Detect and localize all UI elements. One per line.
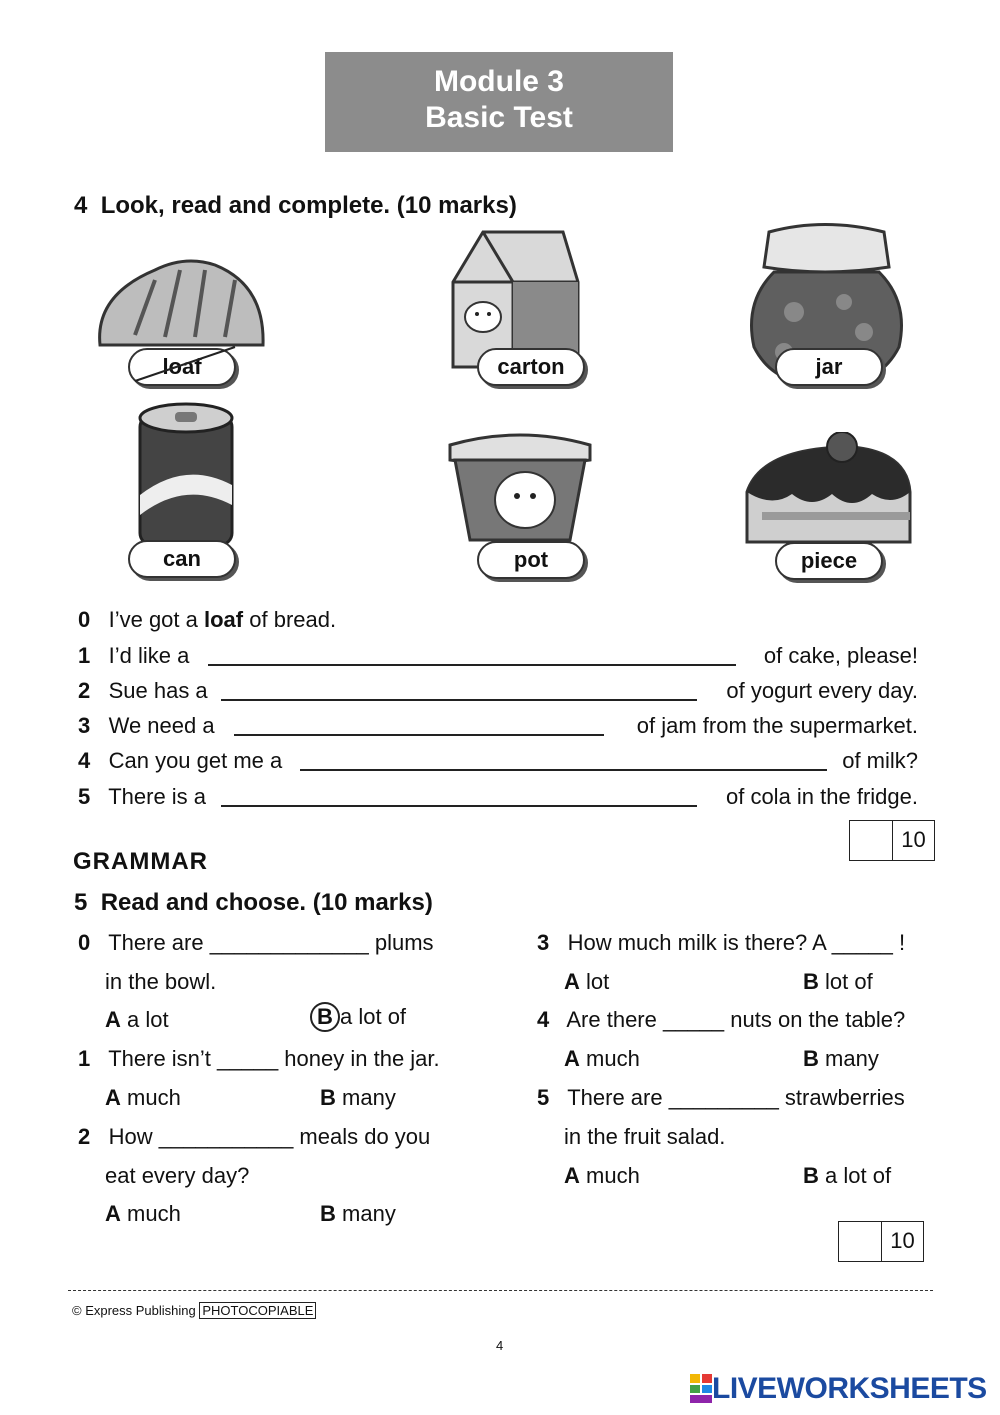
- option-b[interactable]: B many: [320, 1085, 396, 1110]
- cola-can-icon: [135, 400, 237, 550]
- score-input[interactable]: [850, 821, 893, 860]
- option-a[interactable]: A much: [105, 1085, 181, 1110]
- answer-blank[interactable]: [221, 699, 697, 701]
- cake-piece-icon: [742, 432, 914, 552]
- question-2-cont: eat every day?: [105, 1163, 250, 1188]
- label-pill: carton: [477, 348, 585, 386]
- sentence-5-end: of cola in the fridge.: [725, 784, 918, 809]
- answer-blank[interactable]: [300, 769, 827, 771]
- sentence-1: 1 I’d like a: [78, 643, 190, 668]
- question-3: 3 How much milk is there? A _____ !: [537, 930, 906, 955]
- page-number: 4: [496, 1338, 504, 1353]
- option-a[interactable]: A much: [564, 1046, 640, 1071]
- photocopiable-badge: PHOTOCOPIABLE: [199, 1302, 316, 1319]
- score-box: [838, 1221, 924, 1262]
- question-0-cont: in the bowl.: [105, 969, 217, 994]
- module-title: Module 3: [433, 65, 564, 98]
- option-b[interactable]: B many: [803, 1046, 879, 1071]
- option-b[interactable]: B lot of: [803, 969, 873, 994]
- answer-blank[interactable]: [208, 664, 736, 666]
- sentence-4: 4 Can you get me a: [78, 748, 283, 773]
- option-a[interactable]: A lot: [564, 969, 610, 994]
- selected-circle: B: [310, 1002, 340, 1032]
- section-4-heading: [74, 192, 517, 220]
- label-pill: can: [128, 540, 236, 578]
- sentence-2: 2 Sue has a: [78, 678, 208, 703]
- option-b[interactable]: B many: [320, 1201, 396, 1226]
- option-b-selected[interactable]: B a lot of: [310, 1002, 406, 1032]
- label-pill: jar: [775, 348, 883, 386]
- example-sentence: 0 I’ve got a loaf of bread.: [78, 607, 337, 632]
- strike-line: [133, 345, 238, 385]
- yogurt-pot-icon: [445, 430, 595, 545]
- question-5-cont: in the fruit salad.: [564, 1124, 726, 1149]
- section-number: 5: [74, 889, 88, 916]
- question-1: 1 There isn’t _____ honey in the jar.: [78, 1046, 440, 1071]
- test-title: Basic Test: [425, 101, 573, 134]
- liveworksheets-logo[interactable]: LIVEWORKSHEETS: [690, 1372, 987, 1406]
- option-b[interactable]: B a lot of: [803, 1163, 892, 1188]
- sentence-4-end: of milk?: [842, 748, 918, 773]
- sentence-3-end: of jam from the supermarket.: [636, 713, 918, 738]
- section-title: Read and choose. (10 marks): [100, 889, 433, 916]
- module-title-box: [325, 52, 673, 152]
- liveworksheets-icon: [690, 1374, 712, 1404]
- label-pill: loaf: [128, 348, 236, 386]
- sentence-3: 3 We need a: [78, 713, 215, 738]
- grammar-heading: GRAMMAR: [73, 848, 208, 875]
- answer-blank[interactable]: [234, 734, 604, 736]
- example-answer: loaf: [204, 607, 244, 632]
- question-5: 5 There are _________ strawberries: [537, 1085, 905, 1110]
- question-2: 2 How ___________ meals do you: [78, 1124, 431, 1149]
- section-5-heading: [74, 889, 433, 917]
- question-0: 0 There are _____________ plums: [78, 930, 434, 955]
- section-number: 4: [74, 192, 88, 219]
- label-pill: pot: [477, 541, 585, 579]
- score-input[interactable]: [839, 1222, 882, 1261]
- footer-copyright: © Express Publishing PHOTOCOPIABLE: [72, 1303, 316, 1318]
- footer-divider: [68, 1290, 933, 1291]
- score-total: 10: [901, 827, 926, 852]
- option-a[interactable]: A much: [564, 1163, 640, 1188]
- sentence-2-end: of yogurt every day.: [726, 678, 918, 703]
- option-a[interactable]: A a lot: [105, 1007, 169, 1032]
- option-a[interactable]: A much: [105, 1201, 181, 1226]
- label-pill: piece: [775, 542, 883, 580]
- score-box: [849, 820, 935, 861]
- sentence-5: 5 There is a: [78, 784, 207, 809]
- bread-loaf-icon: [95, 255, 270, 355]
- question-4: 4 Are there _____ nuts on the table?: [537, 1007, 906, 1032]
- section-title: Look, read and complete. (10 marks): [100, 192, 517, 219]
- answer-blank[interactable]: [221, 805, 697, 807]
- score-total: 10: [890, 1228, 915, 1253]
- sentence-1-end: of cake, please!: [763, 643, 918, 668]
